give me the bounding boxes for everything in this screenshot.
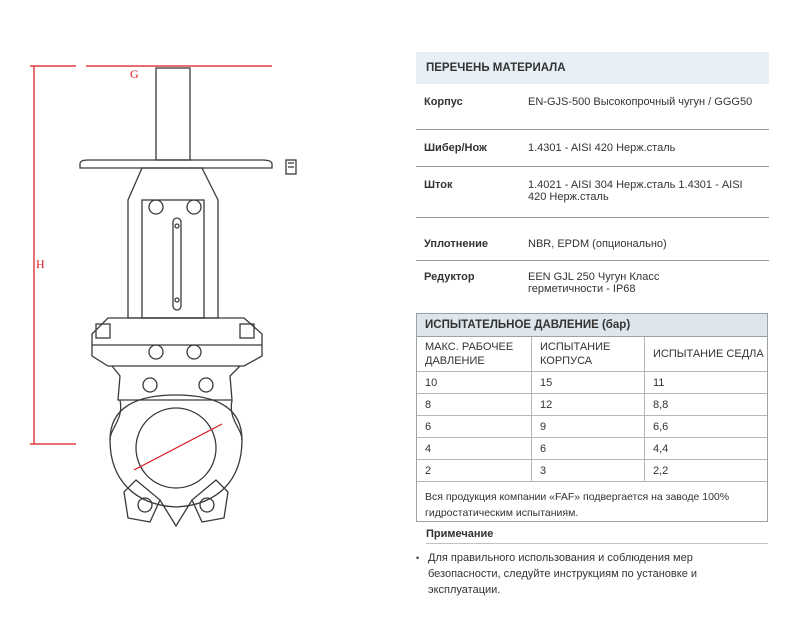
material-value: EN-GJS-500 Высокопрочный чугун / GGG50	[528, 96, 753, 108]
table-cell: 8	[417, 394, 532, 416]
table-cell: 6,6	[645, 416, 768, 438]
material-value: 1.4021 - AISI 304 Нерж.сталь 1.4301 - AISI 420 Нерж.сталь	[528, 179, 743, 203]
material-key: Шибер/Нож	[424, 142, 487, 154]
table-cell: 11	[645, 372, 768, 394]
column-header: ИСПЫТАНИЕ КОРПУСА	[532, 337, 645, 372]
materials-title: ПЕРЕЧЕНЬ МАТЕРИАЛА	[416, 52, 769, 84]
table-row	[417, 372, 767, 394]
table-cell: 6	[417, 416, 532, 438]
remark-item	[416, 550, 768, 598]
dimension-h-label: H	[36, 257, 45, 271]
material-value: EEN GJL 250 Чугун Класс герметичности - IP68	[528, 271, 660, 295]
material-row-seal	[416, 218, 769, 261]
table-row	[417, 394, 767, 416]
table-cell: 12	[532, 394, 645, 416]
table-cell: 4	[417, 438, 532, 460]
pressure-title: ИСПЫТАТЕЛЬНОЕ ДАВЛЕНИЕ (бар)	[417, 314, 767, 337]
table-cell: 10	[417, 372, 532, 394]
table-cell: 8,8	[645, 394, 768, 416]
remark-text: Для правильного использования и соблюдения мер безопасности, следуйте инструкциям по установке и эксплуатации.	[428, 552, 698, 596]
column-header: МАКС. РАБОЧЕЕ ДАВЛЕНИЕ	[417, 337, 532, 372]
table-header-row	[417, 337, 767, 372]
table-cell: 15	[532, 372, 645, 394]
table-cell: 9	[532, 416, 645, 438]
bullet-icon: •	[416, 553, 420, 563]
dimension-g-label: G	[130, 67, 139, 81]
table-row	[417, 438, 767, 460]
material-row-stem	[416, 167, 769, 218]
material-key: Редуктор	[424, 271, 475, 283]
pressure-table	[417, 337, 767, 482]
table-row	[417, 416, 767, 438]
material-key: Корпус	[424, 96, 463, 108]
material-key: Шток	[424, 179, 453, 191]
table-cell: 3	[532, 460, 645, 482]
table-cell: 4,4	[645, 438, 768, 460]
material-key: Уплотнение	[424, 238, 489, 250]
material-value: 1.4301 - AISI 420 Нерж.сталь	[528, 142, 676, 154]
material-row-body	[416, 84, 769, 130]
materials-section	[416, 52, 769, 303]
column-header: ИСПЫТАНИЕ СЕДЛА	[645, 337, 768, 372]
pressure-table-box	[416, 313, 768, 522]
table-cell: 2	[417, 460, 532, 482]
remark-title: Примечание	[426, 528, 768, 544]
pressure-note: Вся продукция компании «FAF» подвергается на заводе 100% гидростатическим испытаниям.	[425, 491, 730, 519]
table-cell: 6	[532, 438, 645, 460]
material-value: NBR, EPDM (опционально)	[528, 238, 667, 250]
material-row-gate	[416, 130, 769, 167]
table-cell: 2,2	[645, 460, 768, 482]
material-row-gearbox	[416, 261, 769, 303]
table-row	[417, 460, 767, 482]
